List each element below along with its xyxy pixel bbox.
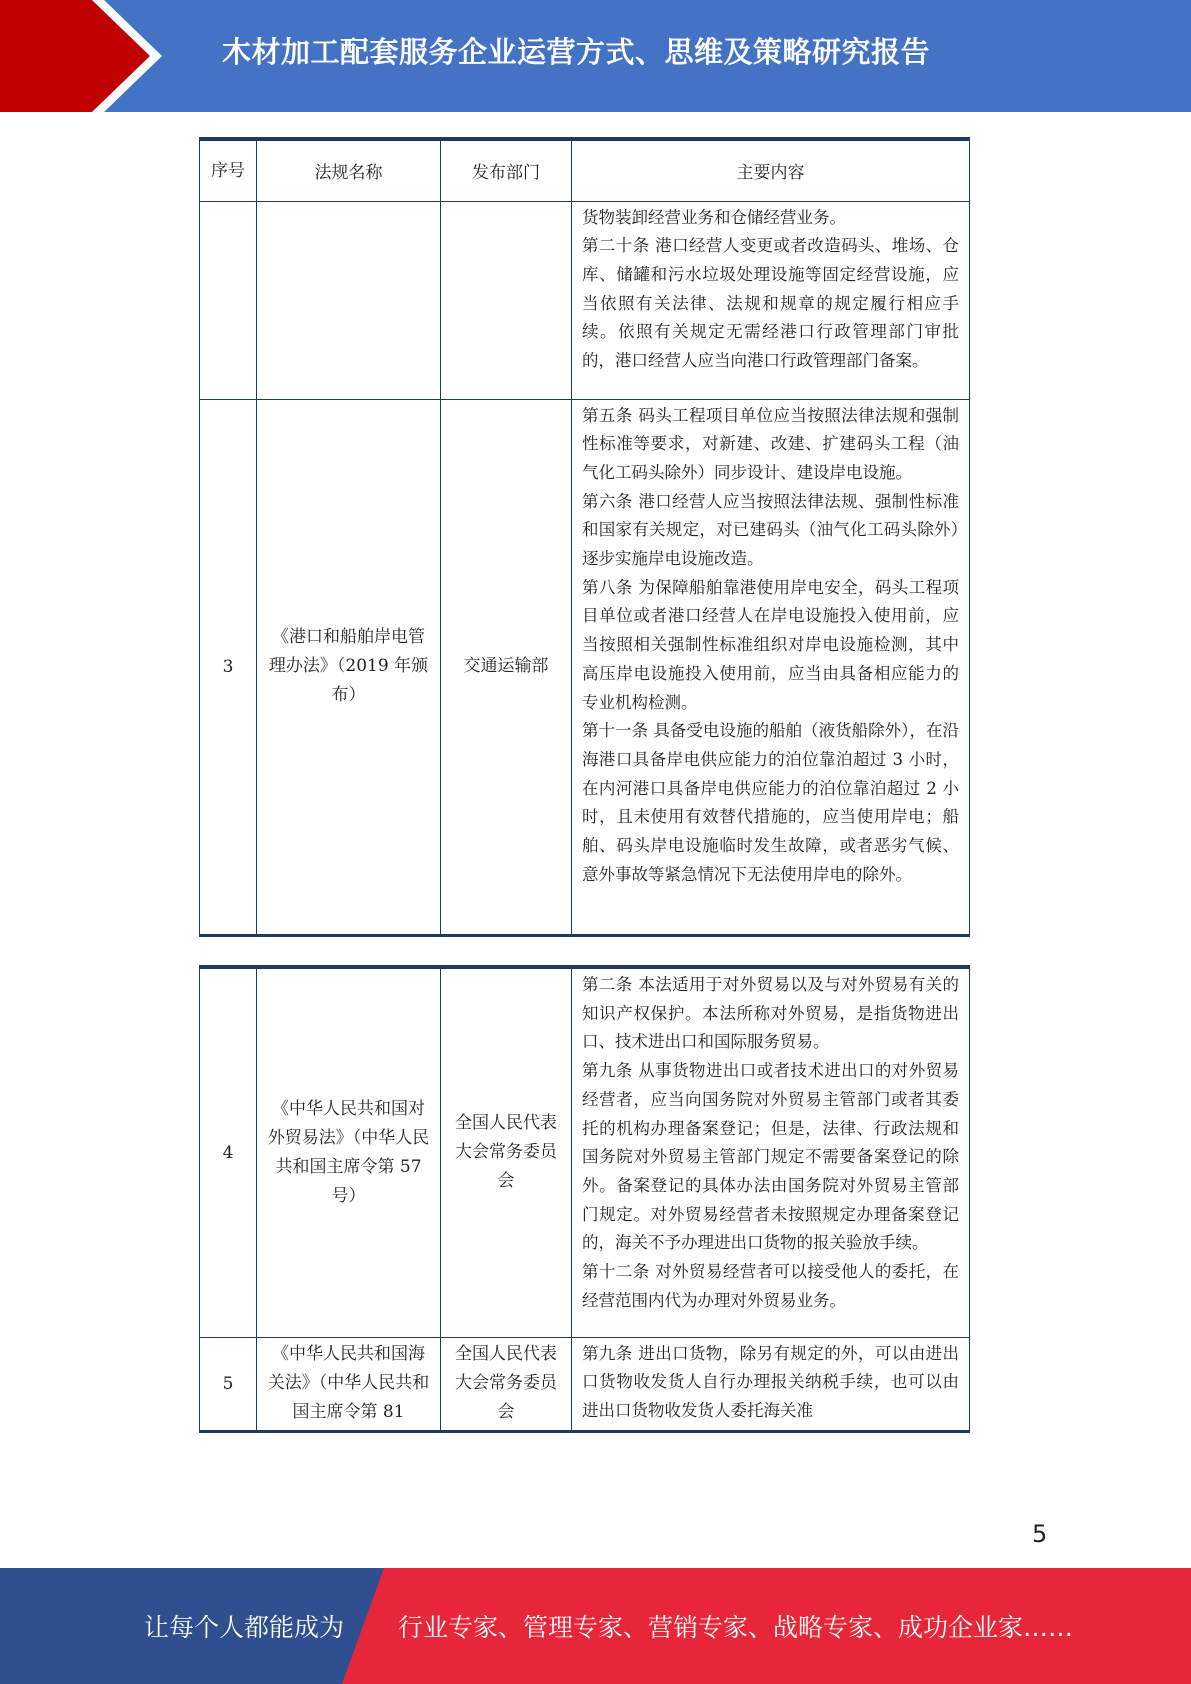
content-paragraph: 第二条 本法适用于对外贸易以及与对外贸易有关的知识产权保护。本法所称对外贸易，是指货物进出口、技术进出口和国际服务贸易。 [582,975,959,1052]
content-paragraph: 第九条 进出口货物，除另有规定的外，可以由进出口货物收发货人自行办理报关纳税手续，也可以由进出口货物收发货人委托海关准 [582,1343,959,1420]
regulation-name: 《港口和船舶岸电管理办法》（2019 年颁布） [257,399,441,935]
content-paragraph: 第十二条 对外贸易经营者可以接受他人的委托，在经营范围内代为办理对外贸易业务。 [582,1262,959,1310]
regulations-table-continued [199,965,970,1433]
regulation-name [257,201,441,399]
page-number: 5 [1032,1520,1048,1548]
report-title: 木材加工配套服务企业运营方式、思维及策略研究报告 [222,35,931,69]
footer-slogan-left: 让每个人都能成为 [144,1613,345,1642]
column-header-name: 法规名称 [257,139,441,201]
issuing-department: 全国人民代表大会常务委员会 [441,1337,572,1431]
row-number: 5 [200,1337,257,1431]
issuing-department: 交通运输部 [441,399,572,935]
issuing-department: 全国人民代表大会常务委员会 [441,967,572,1337]
table-row [200,399,970,935]
table-row [200,1337,970,1431]
issuing-department [441,201,572,399]
page-footer [0,1568,1191,1684]
footer-slogan-right: 行业专家、管理专家、营销专家、战略专家、成功企业家…… [398,1613,1074,1642]
column-header-dept: 发布部门 [441,139,572,201]
table-header-row [200,139,970,201]
main-content [572,399,970,935]
content-paragraph: 第六条 港口经营人应当按照法律法规、强制性标准和国家有关规定，对已建码头（油气化工码头除外）逐步实施岸电设施改造。 [582,491,959,569]
regulation-name: 《中华人民共和国海关法》（中华人民共和国主席令第 81 [257,1337,441,1431]
content-paragraph: 第二十条 港口经营人变更或者改造码头、堆场、仓库、储罐和污水垃圾处理设施等固定经营设施，应当依照有关法律、法规和规章的规定履行相应手续。依照有关规定无需经港口行政管理部门审批的，港口经营人应当向港口行政管理部门备案。 [582,236,959,371]
content-paragraph: 第十一条 具备受电设施的船舶（液货船除外），在沿海港口具备岸电供应能力的泊位靠泊超过 3 小时，在内河港口具备岸电供应能力的泊位靠泊超过 2 小时，且未使用有效替代措施的，应当使用岸电；船舶、码头岸电设施临时发生故障，或者恶劣气候、意外事故等紧急情况下无法使用岸电的除外。 [582,721,959,884]
row-number: 3 [200,399,257,935]
column-header-number: 序号 [200,139,257,201]
row-number: 4 [200,967,257,1337]
table-row [200,967,970,1337]
regulations-table [199,137,970,937]
content-paragraph: 第九条 从事货物进出口或者技术进出口的对外贸易经营者，应当向国务院对外贸易主管部门或者其委托的机构办理备案登记；但是，法律、行政法规和国务院对外贸易主管部门规定不需要备案登记的除外。备案登记的具体办法由国务院对外贸易主管部门规定。对外贸易经营者未按照规定办理备案登记的，海关不予办理进出口货物的报关验放手续。 [582,1061,959,1253]
page-header [0,0,1191,112]
content-paragraph: 第五条 码头工程项目单位应当按照法律法规和强制性标准等要求，对新建、改建、扩建码头工程（油气化工码头除外）同步设计、建设岸电设施。 [582,405,959,482]
main-content [572,967,970,1337]
row-number [200,201,257,399]
regulation-name: 《中华人民共和国对外贸易法》（中华人民共和国主席令第 57 号） [257,967,441,1337]
table-row [200,201,970,399]
main-content [572,1337,970,1431]
main-content [572,201,970,399]
content-paragraph: 货物装卸经营业务和仓储经营业务。 [582,207,846,227]
content-paragraph: 第八条 为保障船舶靠港使用岸电安全，码头工程项目单位或者港口经营人在岸电设施投入使用前，应当按照相关强制性标准组织对岸电设施检测，其中高压岸电设施投入使用前，应当由具备相应能力的专业机构检测。 [582,577,959,712]
column-header-content: 主要内容 [572,139,970,201]
